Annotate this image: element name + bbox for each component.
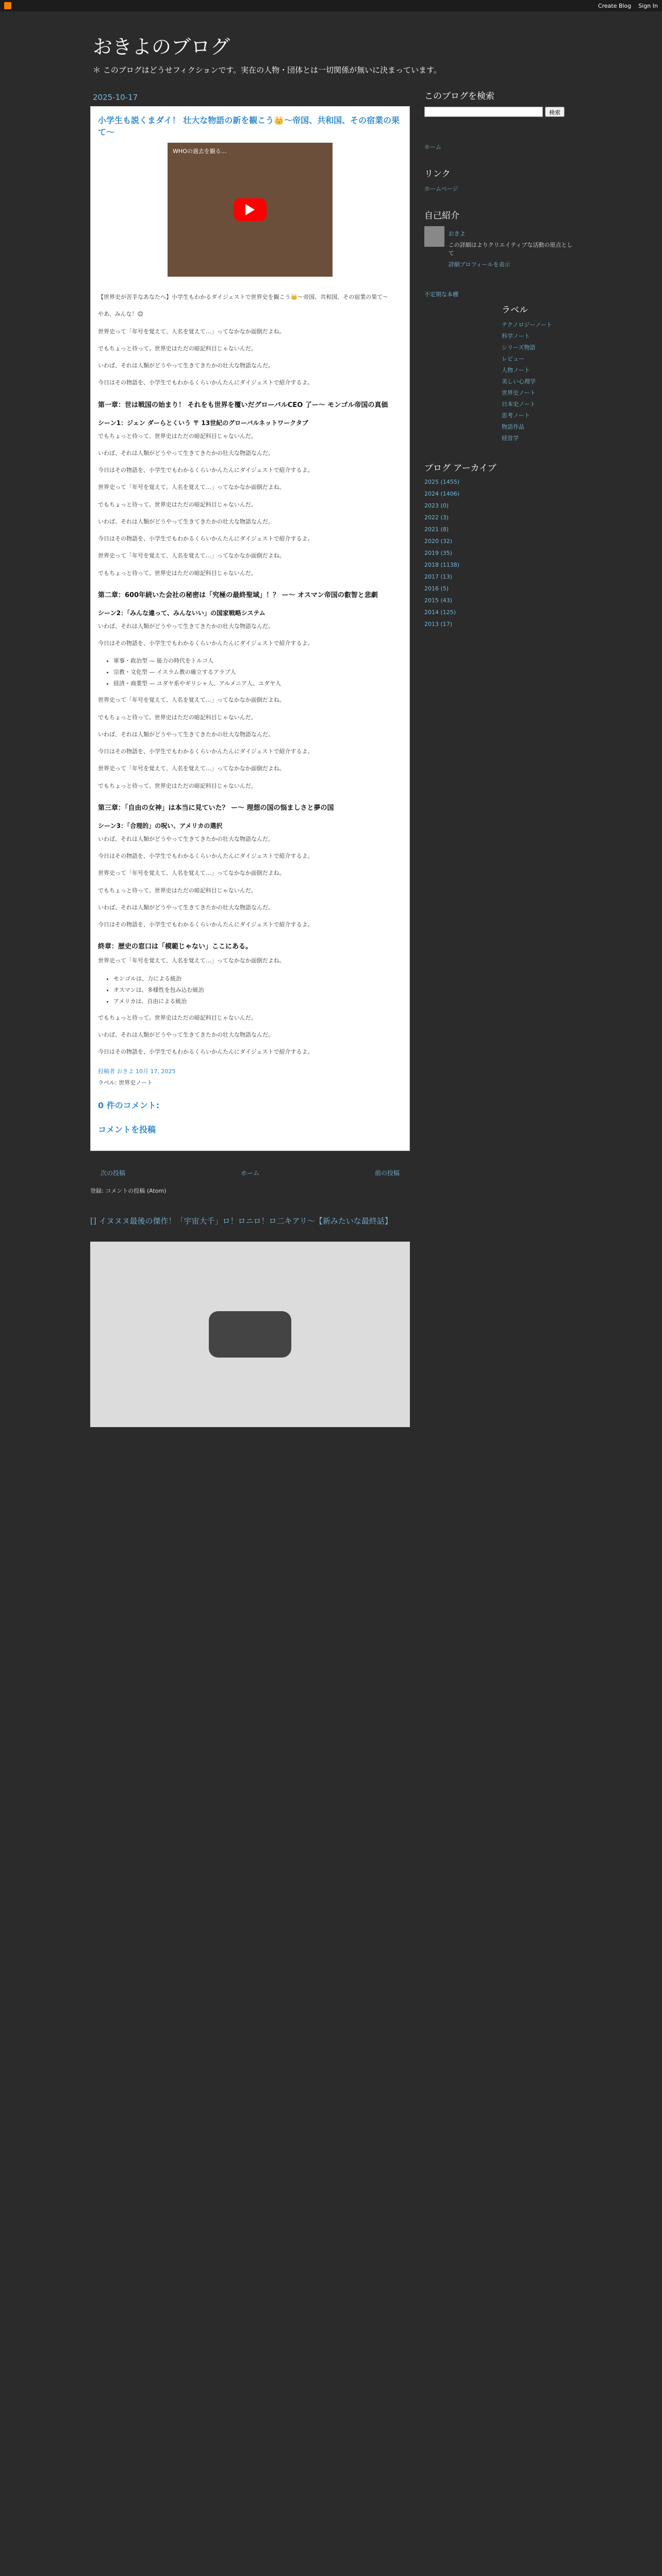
label-item[interactable]: レビュー — [502, 355, 524, 362]
search-button[interactable]: 検索 — [545, 107, 565, 117]
main-column — [90, 73, 410, 1443]
post-paragraph: でもちょっと待って。世界史はただの暗記科目じゃないんだ。 — [98, 782, 257, 789]
archive-title: ブログ アーカイブ — [424, 463, 496, 473]
post-paragraph: でもちょっと待って。世界史はただの暗記科目じゃないんだ。 — [98, 1014, 257, 1021]
post-paragraph: 世界史って「年号を覚えて、人名を覚えて…」ってなかなか面倒だよね。 — [98, 697, 285, 704]
post-paragraph: いわば、それは人類がどうやって生きてきたかの壮大な物語なんだ。 — [98, 622, 274, 630]
newer-post-link[interactable]: 次の投稿 — [101, 1170, 126, 1177]
archive-item[interactable]: 2020 (32) — [424, 538, 453, 545]
post-paragraph: 世界史って「年号を覚えて、人名を覚えて…」ってなかなか面倒だよね。 — [98, 484, 285, 491]
section-heading: 第三章：「自由の女神」は本当に見ていた？ ー〜 理想の国の悩ましさと夢の国 — [98, 804, 334, 812]
recommend-image[interactable] — [90, 1242, 410, 1427]
home-link[interactable]: ホーム — [240, 1170, 259, 1177]
label-item[interactable]: シリーズ物語 — [502, 344, 536, 351]
label-item[interactable]: 思考ノート — [502, 412, 530, 419]
list-item: • 軍事・政治型 — 能力の時代をトルコ人 — [113, 655, 402, 667]
post-paragraph: でもちょっと待って。世界史はただの暗記科目じゃないんだ。 — [98, 432, 257, 439]
post-paragraph: 世界史って「年号を覚えて、人名を覚えて…」ってなかなか面倒だよね。 — [98, 957, 285, 964]
post-paragraph: いわば、それは人類がどうやって生きてきたかの壮大な物語なんだ。 — [98, 1031, 274, 1038]
sidebar-link[interactable]: ホームページ — [424, 185, 458, 192]
post-paragraph: いわば、それは人類がどうやって生きてきたかの壮大な物語なんだ。 — [98, 835, 274, 842]
search-input[interactable] — [424, 107, 543, 117]
label-item[interactable]: 科学ノート — [502, 333, 530, 340]
section-heading: 第二章：600年続いた会社の秘密は「究極の最終聖域」！？ ー〜 オスマン帝国の叡智と悲劇 — [98, 591, 378, 599]
post-paragraph: 今日はその物語を、小学生でもわかるくらいかんたんにダイジェストで紹介するよ。 — [98, 1048, 313, 1055]
video-title: WHOの過去を観る... — [173, 148, 227, 155]
post-title[interactable]: 小学生も説くまダイ！ 壮大な物語の新を観こう👑〜帝国、共和国、その宿業の果て〜 — [98, 115, 400, 137]
post-paragraph: いわば、それは人類がどうやって生きてきたかの壮大な物語なんだ。 — [98, 731, 274, 738]
archive-item[interactable]: 2023 (0) — [424, 502, 449, 509]
label-item[interactable]: 人物ノート — [502, 367, 530, 374]
label-item[interactable]: 日本史ノート — [502, 401, 536, 408]
bullet-list — [98, 973, 402, 1007]
post-paragraph: 今日はその物語を、小学生でもわかるくらいかんたんにダイジェストで紹介するよ。 — [98, 379, 313, 386]
video-embed[interactable] — [168, 143, 333, 277]
archive-item[interactable]: 2024 (1406) — [424, 490, 460, 497]
section-subheading: シーン3：「合理的」の呪い、アメリカの選択 — [98, 822, 223, 829]
post — [90, 106, 410, 1151]
subscribe-link[interactable]: 登録: コメントの投稿 (Atom) — [90, 1188, 167, 1195]
sidebar-home-link[interactable]: ホーム — [424, 144, 441, 150]
list-item: • オスマンは、多様性を包み込む統治 — [113, 985, 402, 996]
post-paragraph: 今日はその物語を、小学生でもわかるくらいかんたんにダイジェストで紹介するよ。 — [98, 467, 313, 473]
profile-text: この詳細はよりクリエイティブな活動の原点として — [448, 242, 573, 257]
post-paragraph: 今日はその物語を、小学生でもわかるくらいかんたんにダイジェストで紹介するよ。 — [98, 921, 313, 928]
section-subheading: シーン2：「みんな違って、みんないい」の国家戦略システム — [98, 609, 266, 617]
post-paragraph: 【世界史が苦手なあなたへ】小学生もわかるダイジェストで世界史を観こう👑〜帝国、共和国、その宿業の果て〜 — [98, 294, 389, 300]
create-blog-link[interactable]: Create Blog — [598, 2, 632, 9]
post-paragraph: でもちょっと待って。世界史はただの暗記科目じゃないんだ。 — [98, 714, 257, 721]
archive-item[interactable]: 2025 (1455) — [424, 479, 460, 485]
image-placeholder-icon — [209, 1311, 291, 1358]
labels-title: ラベル — [502, 305, 528, 315]
sidebar — [424, 73, 574, 1443]
post-paragraph: 世界史って「年号を覚えて、人名を覚えて…」ってなかなか面倒だよね。 — [98, 765, 285, 772]
list-item: • 経済・商業型 — ユダヤ系やギリシャ人、アルメニア人、ユダヤ人 — [113, 678, 402, 689]
archive-item[interactable]: 2021 (8) — [424, 526, 449, 533]
archive-item[interactable]: 2018 (1138) — [424, 562, 460, 568]
post-paragraph: いわば、それは人類がどうやって生きてきたかの壮大な物語なんだ。 — [98, 904, 274, 911]
pager — [90, 1151, 410, 1182]
post-paragraph: 今日はその物語を、小学生でもわかるくらいかんたんにダイジェストで紹介するよ。 — [98, 748, 313, 755]
blogger-navbar — [0, 0, 662, 11]
archive-item[interactable]: 2014 (125) — [424, 609, 456, 616]
archive-item[interactable]: 2019 (35) — [424, 550, 453, 556]
list-item: • 宗教・文化型 — イスラム教の確立するアラブ人 — [113, 667, 402, 678]
post-paragraph: いわば、それは人類がどうやって生きてきたかの壮大な物語なんだ。 — [98, 362, 274, 369]
post-paragraph: 今日はその物語を、小学生でもわかるくらいかんたんにダイジェストで紹介するよ。 — [98, 640, 313, 647]
label-item[interactable]: 経営学 — [502, 435, 519, 442]
post-labels[interactable]: ラベル: 世界史ノート — [98, 1079, 153, 1087]
list-item: • モンゴルは、力による統治 — [113, 973, 402, 985]
profile-title: 自己紹介 — [424, 211, 459, 221]
post-paragraph: やあ、みんな！😊 — [98, 311, 144, 318]
post-paragraph: でもちょっと待って。世界史はただの暗記科目じゃないんだ。 — [98, 501, 257, 508]
blog-title[interactable]: おきよのブログ — [93, 36, 230, 58]
post-comment-link[interactable]: コメントを投稿 — [98, 1125, 156, 1135]
label-item[interactable]: テクノロジーノート — [502, 321, 552, 328]
archive-item[interactable]: 2017 (13) — [424, 573, 453, 580]
profile-name[interactable]: おきよ — [448, 230, 466, 237]
play-icon[interactable] — [234, 198, 267, 221]
recommend-link[interactable]: [] イヌヌヌ最後の傑作！「宇宙大千」ロ！ロニロ！ロ二キアリ〜【新みたいな最終話】 — [90, 1216, 392, 1226]
archive-item[interactable]: 2016 (5) — [424, 585, 449, 592]
comments-heading: 0 件のコメント: — [98, 1100, 160, 1111]
recent-title[interactable]: 不定期な本棚 — [424, 291, 458, 298]
post-paragraph: 今日はその物語を、小学生でもわかるくらいかんたんにダイジェストで紹介するよ。 — [98, 853, 313, 859]
label-item[interactable]: 美しい心理学 — [502, 378, 536, 385]
avatar[interactable] — [424, 226, 444, 247]
post-paragraph: でもちょっと待って。世界史はただの暗記科目じゃないんだ。 — [98, 569, 257, 577]
post-paragraph: いわば、それは人類がどうやって生きてきたかの壮大な物語なんだ。 — [98, 449, 274, 456]
post-paragraph: 今日はその物語を、小学生でもわかるくらいかんたんにダイジェストで紹介するよ。 — [98, 535, 313, 542]
post-paragraph: でもちょっと待って。世界史はただの暗記科目じゃないんだ。 — [98, 887, 257, 894]
post-date: 2025-10-17 — [93, 93, 138, 102]
list-item: • アメリカは、自由による統治 — [113, 996, 402, 1007]
post-paragraph: 世界史って「年号を覚えて、人名を覚えて…」ってなかなか面倒だよね。 — [98, 552, 285, 560]
search-title: このブログを検索 — [424, 91, 494, 101]
section-heading: 終章：歴史の窓口は「模範じゃない」ここにある。 — [98, 943, 253, 951]
archive-item[interactable]: 2015 (43) — [424, 597, 453, 604]
archive-item[interactable]: 2022 (3) — [424, 514, 449, 521]
bullet-list — [98, 655, 402, 689]
post-paragraph: 世界史って「年号を覚えて、人名を覚えて…」ってなかなか面倒だよね。 — [98, 870, 285, 877]
sign-in-link[interactable]: Sign In — [638, 2, 658, 9]
blog-description: ＊ このブログはどうせフィクションです。実在の人物・団体とは一切関係が無いに決まっています。 — [93, 65, 441, 75]
archive-item[interactable]: 2013 (17) — [424, 621, 453, 628]
post-meta[interactable]: 投稿者 おきよ 10月 17, 2025 — [98, 1068, 176, 1075]
post-paragraph: 世界史って「年号を覚えて、人名を覚えて…」ってなかなか面倒だよね。 — [98, 328, 285, 335]
blog-header — [0, 11, 662, 73]
blogger-logo-icon[interactable] — [4, 2, 11, 9]
section-subheading: シーン1：ジェン ダーらとくいう 〒 13世紀のグローバルネットワークタブ — [98, 419, 308, 427]
post-paragraph: でもちょっと待って。世界史はただの暗記科目じゃないんだ。 — [98, 345, 257, 352]
older-post-link[interactable]: 前の投稿 — [374, 1170, 400, 1177]
links-title: リンク — [424, 169, 451, 179]
post-paragraph: いわば、それは人類がどうやって生きてきたかの壮大な物語なんだ。 — [98, 518, 274, 525]
section-heading: 第一章：世は戦国の始まり！ それをも世界を覆いだグローバルCEO 了ー〜 モンゴル帝国の真価 — [98, 401, 388, 409]
profile-link[interactable]: 詳細プロフィールを表示 — [448, 261, 510, 268]
label-item[interactable]: 物語作品 — [502, 423, 524, 430]
label-item[interactable]: 世界史ノート — [502, 389, 536, 396]
